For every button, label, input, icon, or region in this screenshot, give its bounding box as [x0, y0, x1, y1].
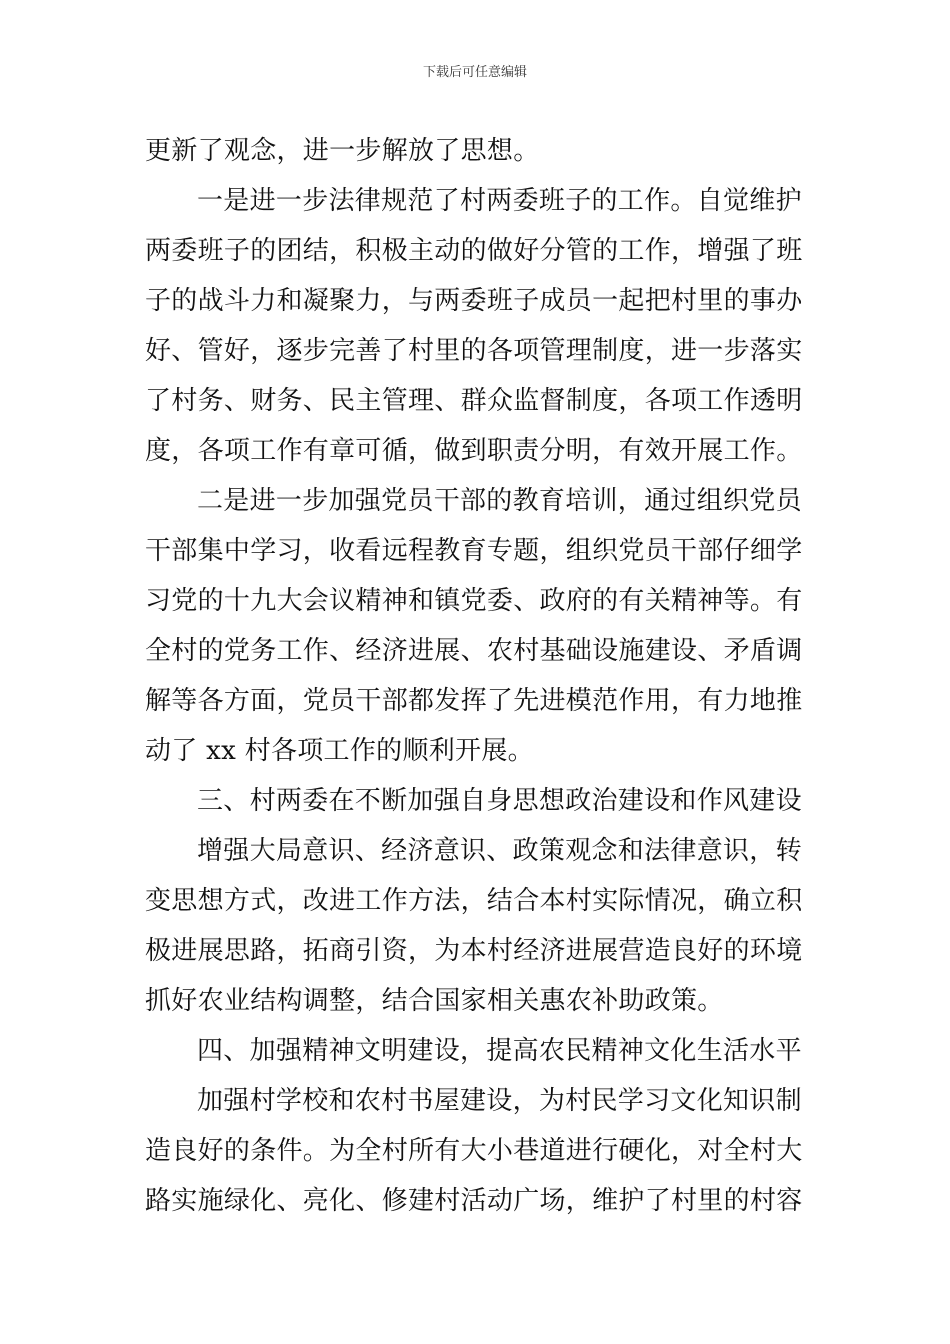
paragraph-line: 加强村学校和农村书屋建设，为村民学习文化知识制: [197, 1086, 802, 1116]
text-line: 两委班子的团结，积极主动的做好分管的工作，增强了班: [145, 236, 803, 266]
text-line: 变思想方式，改进工作方法，结合本村实际情况，确立积: [145, 886, 803, 916]
text-line: 造良好的条件。为全村所有大小巷道进行硬化，对全村大: [145, 1136, 803, 1166]
text-line: 解等各方面，党员干部都发挥了先进模范作用，有力地推: [145, 686, 803, 716]
paragraph-line: 一是进一步法律规范了村两委班子的工作。自觉维护: [197, 186, 802, 216]
text-line: 更新了观念，进一步解放了思想。: [145, 136, 540, 166]
text-line: 干部集中学习，收看远程教育专题，组织党员干部仔细学: [145, 536, 803, 566]
text-line: 子的战斗力和凝聚力，与两委班子成员一起把村里的事办: [145, 286, 803, 316]
text-line: 抓好农业结构调整，结合国家相关惠农补助政策。: [145, 986, 724, 1016]
text-line: 路实施绿化、亮化、修建村活动广场，维护了村里的村容: [145, 1186, 803, 1216]
text-line: 习党的十九大会议精神和镇党委、政府的有关精神等。有: [145, 586, 803, 616]
text-line: 动了 xx 村各项工作的顺利开展。: [145, 736, 534, 766]
text-line: 好、管好，逐步完善了村里的各项管理制度，进一步落实: [145, 336, 803, 366]
text-line: 全村的党务工作、经济进展、农村基础设施建设、矛盾调: [145, 636, 803, 666]
document-body: [145, 126, 815, 1226]
section-heading: 三、村两委在不断加强自身思想政治建设和作风建设: [197, 786, 802, 816]
paragraph-line: 二是进一步加强党员干部的教育培训，通过组织党员: [197, 486, 802, 516]
paragraph-line: 增强大局意识、经济意识、政策观念和法律意识，转: [197, 836, 802, 866]
page-header: 下载后可任意编辑: [422, 65, 527, 80]
section-heading: 四、加强精神文明建设，提高农民精神文化生活水平: [197, 1036, 802, 1066]
text-line: 极进展思路，拓商引资，为本村经济进展营造良好的环境: [145, 936, 803, 966]
text-line: 了村务、财务、民主管理、群众监督制度，各项工作透明: [145, 386, 803, 416]
text-line: 度，各项工作有章可循，做到职责分明，有效开展工作。: [145, 436, 803, 466]
